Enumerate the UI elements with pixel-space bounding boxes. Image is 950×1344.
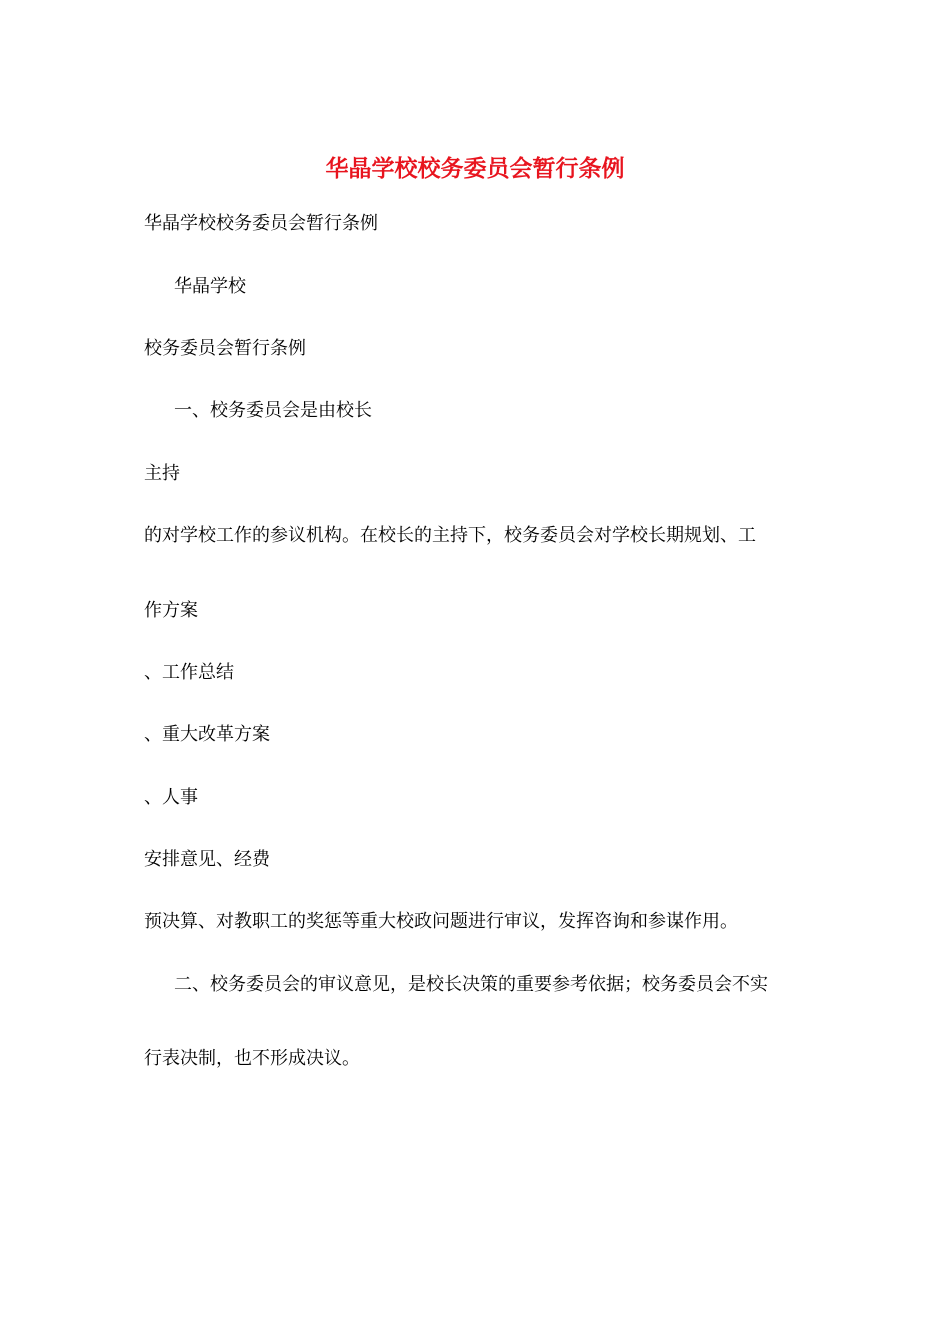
paragraph-line: 华晶学校 [174,276,246,297]
paragraph-line: 的对学校工作的参议机构。在校长的主持下，校务委员会对学校长期规划、工 [144,525,756,546]
paragraph-line: 作方案 [144,600,198,621]
paragraph-line: 、人事 [144,787,198,808]
paragraph-line: 二、校务委员会的审议意见，是校长决策的重要参考依据；校务委员会不实 [174,974,768,995]
paragraph-line: 行表决制，也不形成决议。 [144,1048,360,1069]
paragraph-line: 主持 [144,463,180,484]
paragraph-line: 一、校务委员会是由校长 [174,400,372,421]
paragraph-line: 华晶学校校务委员会暂行条例 [144,213,378,234]
paragraph-line: 预决算、对教职工的奖惩等重大校政问题进行审议，发挥咨询和参谋作用。 [144,911,738,932]
paragraph-line: 、工作总结 [144,662,234,683]
paragraph-line: 、重大改革方案 [144,724,270,745]
document-title: 华晶学校校务委员会暂行条例 [325,155,625,182]
paragraph-line: 校务委员会暂行条例 [144,338,306,359]
paragraph-line: 安排意见、经费 [144,849,270,870]
